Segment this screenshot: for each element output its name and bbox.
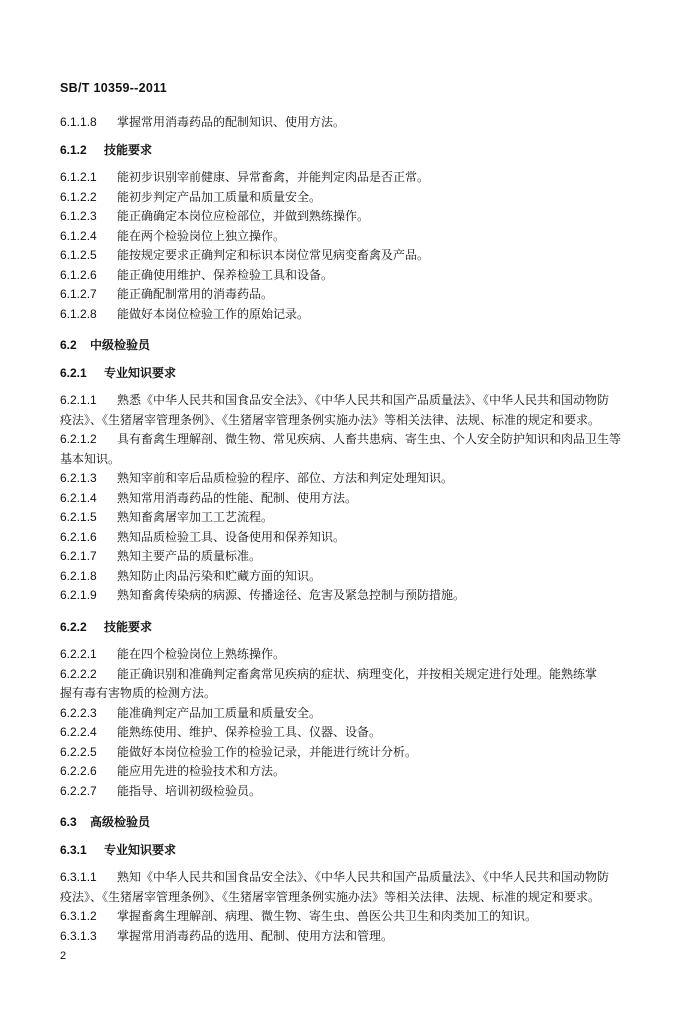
clause-number: 6.1.2.1 <box>60 170 97 184</box>
clause-text: 能在四个检验岗位上熟练操作。 <box>117 647 286 661</box>
clause-text: 熟知主要产品的质量标准。 <box>117 549 262 563</box>
section-heading <box>60 813 640 833</box>
clause-number: 6.2.2.3 <box>60 705 97 720</box>
heading-number: 6.2.2 <box>60 619 87 634</box>
clause-text: 熟知宰前和宰后品质检验的程序、部位、方法和判定处理知识。 <box>117 471 454 485</box>
heading-text: 中级检验员 <box>90 338 151 352</box>
clause-text: 掌握常用消毒药品的选用、配制、使用方法和管理。 <box>117 928 394 943</box>
clause-number: 6.2.2.7 <box>60 783 97 798</box>
subsection-heading <box>60 364 640 384</box>
clause-number: 6.2.1.4 <box>60 490 97 505</box>
clause-text: 能准确判定产品加工质量和质量安全。 <box>117 705 322 720</box>
clause-number: 6.2.1.9 <box>60 588 97 602</box>
clause-item <box>60 227 640 247</box>
clause-item <box>60 266 640 286</box>
clause-text: 能初步识别宰前健康、异常畜禽，并能判定肉品是否正常。 <box>117 170 430 184</box>
clause-number: 6.2.1.6 <box>60 529 97 544</box>
clause-text: 能应用先进的检验技术和方法。 <box>117 764 286 778</box>
clause-text: 能指导、培训初级检验员。 <box>117 783 262 798</box>
clause-item <box>60 547 640 567</box>
heading-text: 专业知识要求 <box>104 842 177 857</box>
clause-item <box>60 665 640 704</box>
clause-number: 6.3.1.3 <box>60 928 97 943</box>
clause-continuation: 疫法》、《生猪屠宰管理条例》、《生猪屠宰管理条例实施办法》等相关法律、法规、标准的规定和要求。 <box>60 412 601 427</box>
clause-item <box>60 168 640 188</box>
clause-text: 具有畜禽生理解剖、微生物、常见疾病、人畜共患病、寄生虫、个人安全防护知识和肉品卫生等 <box>117 432 622 446</box>
clause-text: 能正确确定本岗位应检部位，并做到熟练操作。 <box>117 209 370 223</box>
clause-item <box>60 113 640 133</box>
clause-text: 能正确配制常用的消毒药品。 <box>117 287 274 301</box>
clause-text: 熟知防止肉品污染和贮藏方面的知识。 <box>117 568 322 583</box>
clause-text: 能正确使用维护、保养检验工具和设备。 <box>117 267 334 282</box>
clause-number: 6.1.2.8 <box>60 306 97 321</box>
clause-item <box>60 508 640 528</box>
clause-text: 掌握畜禽生理解剖、病理、微生物、寄生虫、兽医公共卫生和肉类加工的知识。 <box>117 909 538 923</box>
doc-header-id: SB/T 10359--2011 <box>60 81 167 95</box>
clause-continuation: 疫法》、《生猪屠宰管理条例》、《生猪屠宰管理条例实施办法》等相关法律、法规、标准的规定和要求。 <box>60 889 601 904</box>
clause-text: 熟知品质检验工具、设备使用和保养知识。 <box>117 529 346 544</box>
clause-item <box>60 207 640 227</box>
clause-number: 6.2.2.5 <box>60 744 97 759</box>
section-heading <box>60 141 640 161</box>
clause-item <box>60 285 640 305</box>
clause-text: 能初步判定产品加工质量和质量安全。 <box>117 189 322 204</box>
clause-item <box>60 868 640 907</box>
heading-number: 6.2 <box>60 338 77 352</box>
clause-item <box>60 430 640 469</box>
clause-number: 6.3.1.2 <box>60 909 97 923</box>
heading-text: 高级检验员 <box>90 815 151 829</box>
clause-number: 6.3.1.1 <box>60 870 97 884</box>
clause-item <box>60 762 640 782</box>
clause-number: 6.2.1.7 <box>60 549 97 563</box>
clause-number: 6.1.2.7 <box>60 287 97 301</box>
heading-text: 专业知识要求 <box>104 365 177 380</box>
clause-item <box>60 743 640 763</box>
document-body <box>60 113 640 946</box>
clause-continuation: 基本知识。 <box>60 451 121 466</box>
clause-number: 6.1.2.6 <box>60 267 97 282</box>
clause-item <box>60 782 640 802</box>
clause-text: 能按规定要求正确判定和标识本岗位常见病变畜禽及产品。 <box>117 248 430 262</box>
clause-text: 熟知《中华人民共和国食品安全法》、《中华人民共和国产品质量法》、《中华人民共和国动物防 <box>117 870 610 884</box>
clause-item <box>60 927 640 947</box>
clause-item <box>60 469 640 489</box>
clause-text: 掌握常用消毒药品的配制知识、使用方法。 <box>117 115 346 129</box>
heading-number: 6.1.2 <box>60 142 87 157</box>
page-number: 2 <box>60 950 67 962</box>
clause-text: 熟悉《中华人民共和国食品安全法》、《中华人民共和国产品质量法》、《中华人民共和国动物防 <box>117 393 610 407</box>
subsection-heading <box>60 618 640 638</box>
clause-number: 6.1.2.2 <box>60 189 97 204</box>
clause-number: 6.2.2.6 <box>60 764 97 778</box>
clause-number: 6.2.1.1 <box>60 393 97 407</box>
clause-number: 6.2.2.1 <box>60 647 97 661</box>
clause-item <box>60 305 640 325</box>
clause-number: 6.1.1.8 <box>60 115 97 129</box>
clause-item <box>60 907 640 927</box>
clause-item <box>60 567 640 587</box>
clause-item <box>60 391 640 430</box>
clause-number: 6.2.1.5 <box>60 510 97 524</box>
clause-text: 熟知常用消毒药品的性能、配制、使用方法。 <box>117 490 358 505</box>
subsection-heading <box>60 841 640 861</box>
heading-text: 技能要求 <box>104 619 153 634</box>
clause-number: 6.2.1.2 <box>60 432 97 446</box>
clause-number: 6.2.1.3 <box>60 471 97 485</box>
clause-continuation: 握有毒有害物质的检测方法。 <box>60 686 217 700</box>
clause-text: 熟知畜禽屠宰加工工艺流程。 <box>117 510 274 524</box>
clause-text: 能做好本岗位检验工作的检验记录，并能进行统计分析。 <box>117 744 418 759</box>
clause-item <box>60 246 640 266</box>
clause-text: 熟知畜禽传染病的病源、传播途径、危害及紧急控制与预防措施。 <box>117 588 466 602</box>
clause-item <box>60 188 640 208</box>
clause-item <box>60 586 640 606</box>
clause-number: 6.1.2.5 <box>60 248 97 262</box>
clause-text: 能正确识别和准确判定畜禽常见疾病的症状、病理变化，并按相关规定进行处理。能熟练掌 <box>117 666 598 681</box>
clause-item <box>60 723 640 743</box>
clause-item <box>60 489 640 509</box>
heading-text: 技能要求 <box>104 142 153 157</box>
clause-number: 6.1.2.4 <box>60 228 97 243</box>
heading-number: 6.2.1 <box>60 365 87 380</box>
clause-number: 6.2.2.4 <box>60 725 97 739</box>
clause-text: 能熟练使用、维护、保养检验工具、仪器、设备。 <box>117 725 382 739</box>
clause-item <box>60 704 640 724</box>
section-heading <box>60 336 640 356</box>
clause-number: 6.1.2.3 <box>60 209 97 223</box>
clause-number: 6.2.2.2 <box>60 666 97 681</box>
clause-item <box>60 645 640 665</box>
clause-item <box>60 528 640 548</box>
clause-number: 6.2.1.8 <box>60 568 97 583</box>
clause-text: 能做好本岗位检验工作的原始记录。 <box>117 306 310 321</box>
clause-text: 能在两个检验岗位上独立操作。 <box>117 228 286 243</box>
heading-number: 6.3 <box>60 815 77 829</box>
heading-number: 6.3.1 <box>60 842 87 857</box>
